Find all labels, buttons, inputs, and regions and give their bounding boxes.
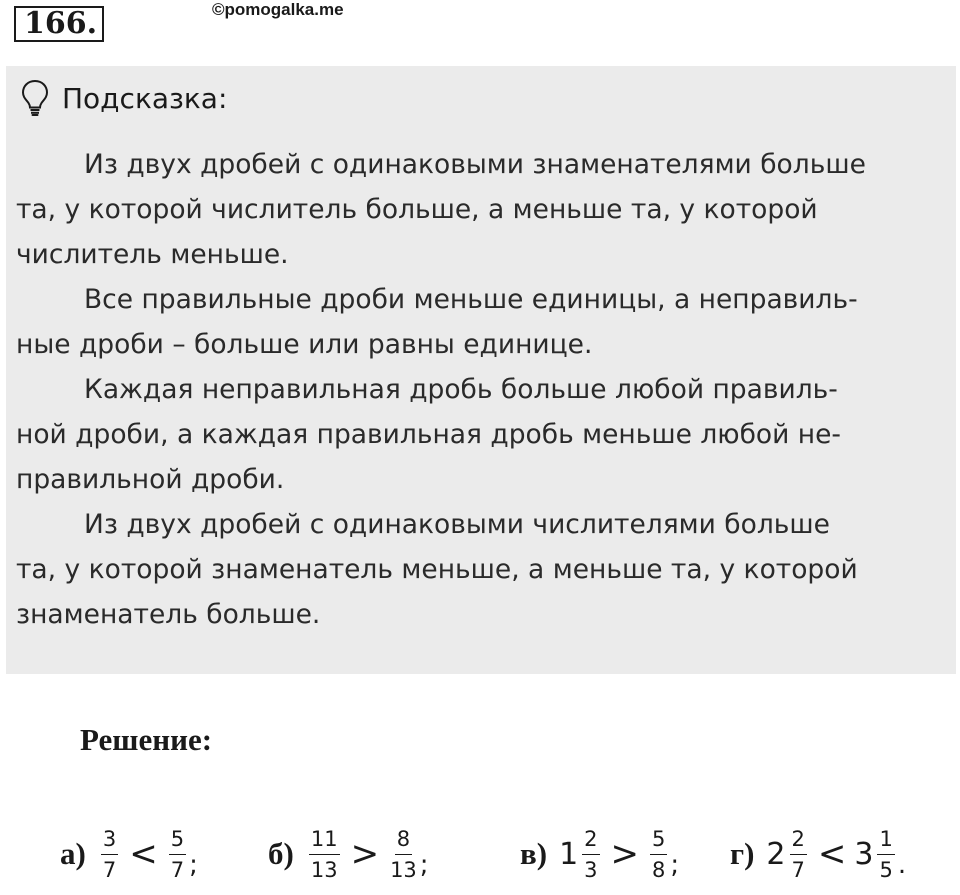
answer-label: в): [520, 836, 548, 871]
answers-row: [0, 816, 960, 895]
punctuation: ;: [670, 850, 680, 880]
hint-paragraph: Из двух дробей с одинаковыми числителями больше та, у которой знаменатель меньше, а меньше та, у которой знаменатель больше.: [16, 509, 858, 630]
denominator: 7: [102, 857, 117, 882]
fraction: [309, 827, 340, 882]
hint-paragraph: Все правильные дроби меньше единицы, а неправиль- ные дроби – больше или равны единице.: [16, 284, 858, 360]
answer-v: [520, 816, 679, 892]
numerator: 5: [650, 827, 667, 855]
relation-sign: >: [350, 834, 380, 874]
fraction: [390, 827, 417, 882]
answer-label: г): [730, 836, 755, 871]
hint-paragraph: Из двух дробей с одинаковыми знаменателями больше та, у которой числитель больше, а меньше та, у которой числитель меньше.: [16, 149, 866, 270]
hint-body: [16, 142, 951, 637]
fraction: [101, 827, 118, 882]
numerator: 1: [877, 827, 894, 855]
whole-part: 1: [559, 836, 579, 872]
fraction: [650, 827, 667, 882]
denominator: 13: [310, 857, 338, 882]
hint-header: [20, 78, 227, 118]
numerator: 2: [790, 827, 807, 855]
answer-g: [730, 816, 906, 892]
denominator: 7: [170, 857, 185, 882]
answer-label: б): [268, 836, 294, 871]
watermark: ©pomogalka.me: [212, 0, 344, 19]
solution-title: Решение:: [80, 722, 213, 757]
numerator: 5: [169, 827, 186, 855]
hint-box: [6, 66, 956, 674]
answer-a: [60, 816, 198, 892]
task-number: 166.: [14, 6, 104, 42]
numerator: 3: [101, 827, 118, 855]
denominator: 7: [791, 857, 805, 882]
fraction: [582, 827, 599, 882]
numerator: 8: [395, 827, 412, 855]
denominator: 13: [390, 857, 417, 882]
numerator: 2: [582, 827, 599, 855]
relation-sign: >: [610, 834, 640, 874]
answer-label: а): [60, 836, 86, 871]
hint-paragraph: Каждая неправильная дробь больше любой правиль- ной дроби, а каждая правильная дробь меньше любой не- правильной дроби.: [16, 374, 841, 495]
lightbulb-icon: [20, 79, 50, 117]
fraction: [169, 827, 186, 882]
punctuation: ;: [189, 850, 198, 880]
denominator: 3: [584, 857, 598, 882]
fraction: [790, 827, 807, 882]
hint-title: Подсказка:: [62, 81, 228, 115]
relation-sign: <: [817, 834, 847, 874]
denominator: 5: [879, 857, 893, 882]
fraction: [877, 827, 894, 882]
whole-part: 2: [766, 836, 786, 872]
punctuation: ;: [419, 850, 429, 880]
relation-sign: <: [129, 834, 158, 874]
numerator: 11: [309, 827, 340, 855]
whole-part: 3: [854, 836, 874, 872]
denominator: 8: [652, 857, 666, 882]
punctuation: .: [897, 850, 907, 880]
answer-b: [268, 816, 429, 892]
